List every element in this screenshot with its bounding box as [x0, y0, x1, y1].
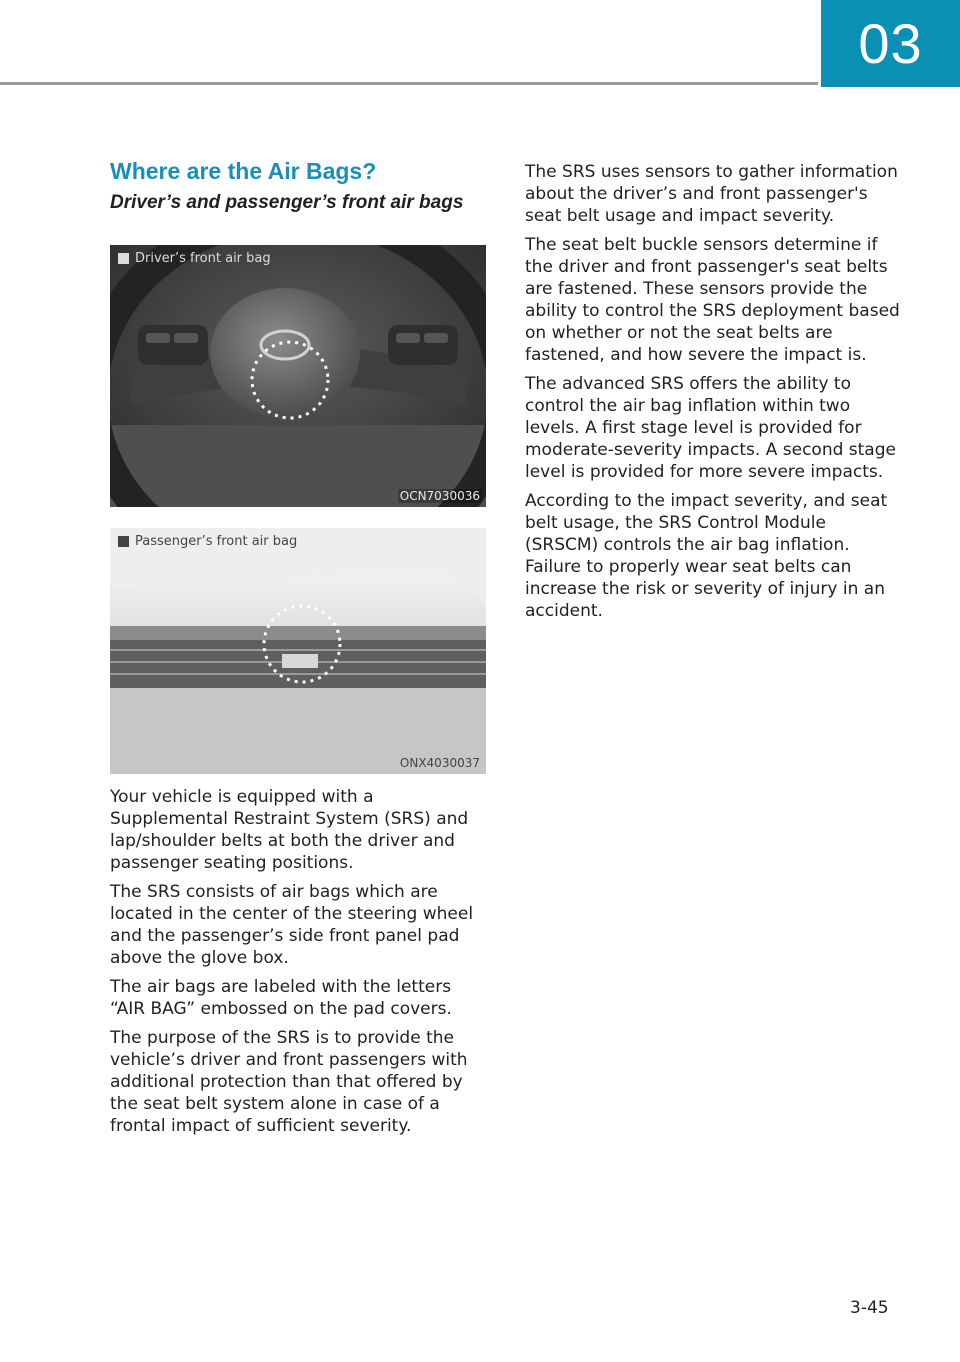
section-subtitle: Driver’s and passenger’s front air bags [110, 192, 464, 213]
caption-square-icon [118, 536, 129, 547]
passenger-figure-caption-text: Passenger’s front air bag [135, 534, 298, 549]
dashboard-illustration [110, 528, 486, 774]
section-title: Where are the Air Bags? [110, 158, 377, 184]
driver-figure-caption [118, 251, 271, 266]
caption-square-icon [118, 253, 129, 264]
paragraph: The purpose of the SRS is to provide the vehicle’s driver and front passengers with additional protection than that offered by the seat belt system alone in case of a frontal impact of sufficient severity. [110, 1028, 468, 1136]
paragraph: The SRS uses sensors to gather information about the driver’s and front passenger's seat belt usage and impact severity. [525, 162, 898, 226]
steering-wheel-illustration [110, 245, 486, 507]
paragraph: The SRS consists of air bags which are located in the center of the steering wheel and the passenger’s side front panel pad above the glove box. [110, 882, 474, 968]
paragraph: According to the impact severity, and seat belt usage, the SRS Control Module (SRSCM) controls the air bag inflation. Failure to properly wear seat belts can increase the risk or severity of injury in an accident. [525, 491, 888, 621]
driver-figure-code: OCN7030036 [399, 489, 480, 503]
driver-airbag-figure [110, 245, 486, 507]
driver-figure-caption-text: Driver’s front air bag [135, 251, 271, 266]
passenger-figure-caption [118, 534, 297, 549]
passenger-airbag-figure [110, 528, 486, 774]
passenger-figure-code: ONX4030037 [399, 756, 480, 770]
header-rule [0, 82, 818, 85]
chapter-tab: 03 [821, 0, 960, 87]
right-column-text [525, 161, 903, 629]
paragraph: The air bags are labeled with the letters “AIR BAG” embossed on the pad covers. [110, 977, 452, 1019]
paragraph: Your vehicle is equipped with a Supplemental Restraint System (SRS) and lap/shoulder belts at both the driver and passenger seating positions. [110, 787, 469, 873]
page-number: 3-45 [850, 1298, 889, 1318]
paragraph: The advanced SRS offers the ability to control the air bag inflation within two levels. A first stage level is provided for moderate-severity impacts. A second stage level is provided for more severe impacts. [525, 374, 896, 482]
paragraph: The seat belt buckle sensors determine if the driver and front passenger's seat belts are fastened. These sensors provide the ability to control the SRS deployment based on whether or not the seat belts are fastened, and how severe the impact is. [525, 235, 900, 365]
left-column-text [110, 786, 488, 1144]
